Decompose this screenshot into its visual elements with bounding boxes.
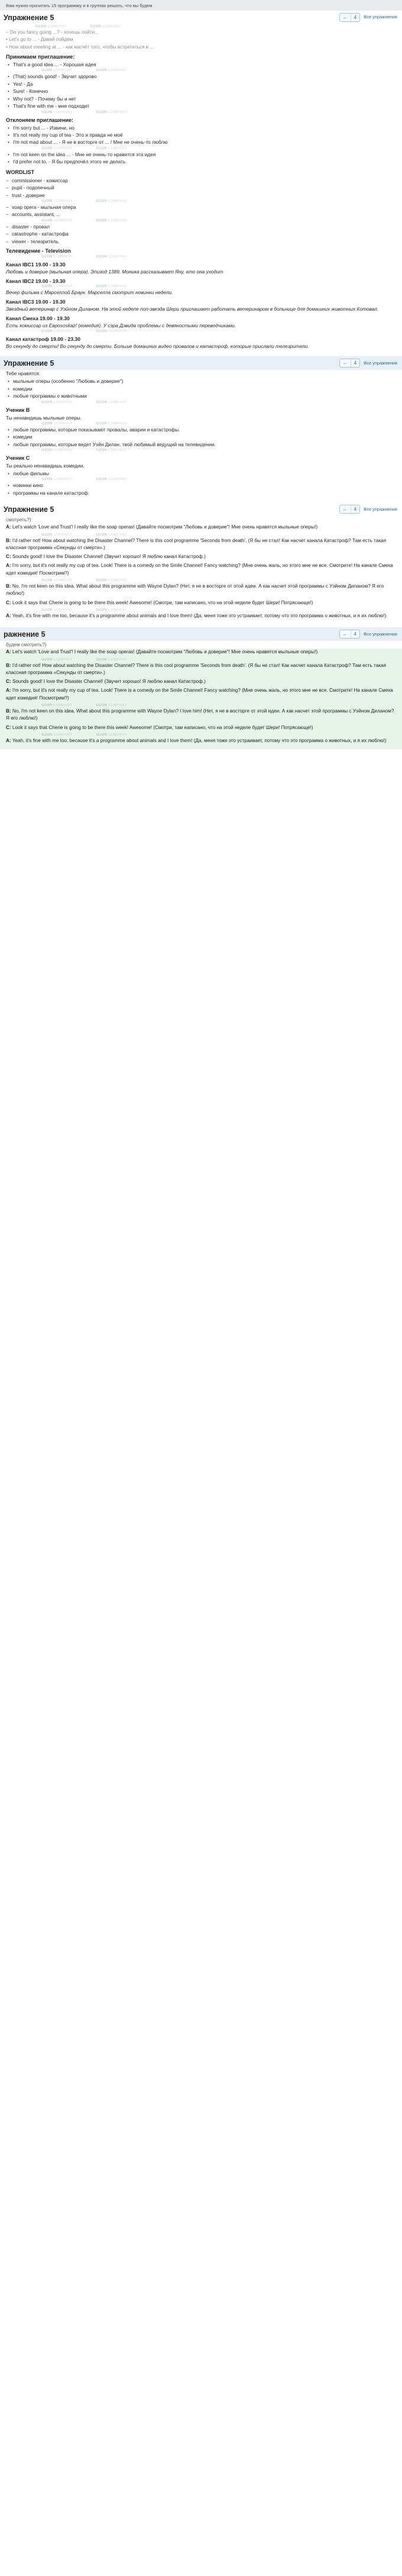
list-item: • программы на канале катастроф [6,489,396,496]
list-item: • I'm not keen on the idea ... - Мне не очень-то нравится эта идея [6,151,396,158]
watermark: OZON COMPANY [41,146,73,150]
dialogue-line [6,737,396,744]
student-b-label: Ученик B [6,407,30,413]
prev-arrow-icon[interactable]: ← [340,359,351,367]
page-title-exercise-5-mid: Упражнение 5 [4,359,54,367]
prev-arrow-icon[interactable]: ← [340,505,351,513]
list-item: • Sure! - Конечно [6,88,396,95]
page-title-exercise-5-bottom: ражнение 5 [4,630,46,639]
all-exercises-link-transcript[interactable]: Все упражнения [364,506,397,512]
dialogue-line [6,724,396,731]
dialogue-line [6,583,396,598]
watermark: OZON COMPANY [96,733,128,737]
header-controls-mid [339,359,397,367]
dialogue-line [6,708,396,723]
watermark: OZON COMPANY [96,69,128,73]
header-controls-bottom [339,630,397,639]
pagination-control-mid[interactable] [339,359,360,367]
list-item: – accounts, assistant, ... [6,211,396,218]
student-b-prompt: Ты ненавидишь мыльные оперы. [6,414,82,421]
watermark: OZON COMPANY [41,199,73,204]
watermark: OZON COMPANY [96,657,128,662]
channel-body: Звездный ветеринар с Уэйном Диланом. На этой неделе поп-звезда Шери приглашает работать ветеринаром в больнице для домашних животных Котовал. [6,306,379,312]
list-item: – trust - доверие [6,192,396,199]
speaker-label: B: [6,537,11,543]
fade-line: – Do you fancy going ...? - хочешь пойти... [6,30,99,35]
list-item: • любые программы о животными [6,392,396,399]
list-item: • That's fine with me - мне подходит [6,102,396,109]
partial-line: смотреть?) [6,517,31,523]
watermark: OZON COMPANY [41,69,73,73]
watermark: OZON COMPANY [41,285,73,289]
dialogue-line [6,678,396,685]
list-item: – disaster - провал [6,223,396,230]
dialogue-text: Look it says that Cherie is going to be there this week! Awesome! (Смотри, там написано, что на этой неделе будет Шери! Потрясающе!) [12,724,313,730]
dialogue-line [6,649,396,656]
dialogue-line [6,612,396,620]
exercise-header-transcript [0,502,402,516]
watermark: OZON COMPANY [41,478,73,482]
watermark: OZON COMPANY [96,218,128,223]
prev-arrow-icon[interactable]: ← [340,630,351,638]
list-item: – commissioner - комиссар [6,177,396,184]
header-controls-top [339,13,397,22]
list-item: • любые программы, которые показывают провалы, аварии и катастрофы. [6,426,396,433]
header-controls-transcript [339,505,397,514]
student-a-prompt: Тебе нравятся: [6,370,40,377]
list-item: • Why not? - Почему бы и нет [6,95,396,102]
speaker-label: A: [6,524,11,530]
exercise-header-mid [0,356,402,370]
speaker-label: A: [6,612,11,618]
fade-line: • Let's go to ... - Давай пойдем [6,37,73,43]
page-number[interactable]: 4 [354,507,357,512]
decline-invitation-heading: Отклоняем приглашение: [6,117,74,123]
watermark: OZON COMPANY [41,448,73,452]
list-item: • It's not really my cup of tea - Это и правда не моё [6,131,396,138]
channel-title: Канал IBC3 19.00 - 19.30 [6,299,66,305]
transcript-body [0,516,402,620]
speaker-label: B: [6,662,11,668]
watermark: OZON COMPANY [41,608,73,612]
partial-line: будем смотреть?) [6,641,47,648]
channel-title: Канал катастроф 19.00 - 23.30 [6,336,81,343]
speaker-label: B: [6,708,11,714]
speaker-label: C: [6,599,11,605]
list-item: • That's a good idea ... - Хорошая идея [6,61,396,68]
all-exercises-link-top[interactable]: Все упражнения [364,14,397,20]
watermark: OZON COMPANY [41,400,73,404]
channel-body: Вечер фильма с Марселлой Браун. Марселла смотрит новинки недели. [6,289,173,296]
page-number[interactable]: 4 [354,360,357,366]
list-item: – catastrophe - катастрофа [6,230,396,237]
page-title-exercise-5-transcript: Упражнение 5 [4,505,54,514]
dialogue-line [6,687,396,702]
wordlist-heading: WORDLIST [6,169,34,175]
all-exercises-link-bottom[interactable]: Все упражнения [364,631,397,637]
exercise-header-top [0,11,402,24]
speaker-label: B: [6,583,11,589]
watermark: OZON COMPANY [96,255,128,259]
speaker-label: A: [6,563,11,569]
list-item: – soap opera - мыльная опера [6,204,396,211]
dialogue-line [6,562,396,577]
dialogue-text: No, I'm not keen on this idea. What about this programme with Wayne Dylan? (Нет, я не в восторге от этой идеи. А как насчет этой программы с Уэйном Диланом? Я его люблю!) [6,583,384,597]
dialogue-text: I'd rather not! How about watching the Disaster Channel? There is this cool programme 'Seconds from death'. (Я бы не стал! Как насчет канала Катастроф? Там есть такая классная программа «Секунды от смерти».) [6,662,387,675]
watermark: OZON COMPANY [41,579,73,583]
watermark: OZON COMPANY [96,608,128,612]
watermark: OZON COMPANY [41,704,73,708]
watermark: OZON COMPANY [41,657,73,662]
pagination-control-transcript[interactable] [339,505,360,514]
dialogue-text: Let's watch 'Love and Trust'! I really like the soap operas! (Давайте посмотрим "Любовь и доверие"! Мне очень нравятся мыльные оперы!) [12,524,318,530]
dialogue-line [6,553,396,560]
dialogue-text: Sounds good! I love the Disaster Channel! (Звучит хорошо! Я люблю канал Катастроф.) [12,554,206,560]
exercise5-mid-body [0,370,402,496]
watermark: OZON COMPANY [35,25,67,28]
channel-title: Канал IBC1 19.00 - 19.30 [6,262,66,268]
pagination-control-top[interactable] [339,13,360,22]
list-item: • любые программы, которые ведет Уэйн Дилан, твой любимый ведущий на телевидении. [6,441,396,448]
dialogue-line [6,662,396,677]
channel-title: Канал Смеха 19.00 - 19.30 [6,315,70,322]
watermark: OZON COMPANY [96,421,128,425]
dialogue-text: I'm sorry, but it's not really my cup of tea. Look! There is a comedy on the Smile Channel! Fancy watching? (Мне очень жаль, но этого мне не все. Смотрите! На канале Смеха идет комедия! Посмотрим?) [6,688,393,701]
watermark: OZON COMPANY [96,478,128,482]
list-item: • Yes! - Да [6,80,396,88]
watermark: OZON COMPANY [41,330,73,334]
dialogue-line [6,599,396,607]
watermark: OZON COMPANY [96,146,128,150]
page-title-exercise-5-top: Упражнение 5 [4,13,54,22]
dialogue-text: Let's watch 'Love and Trust'! I really like the soap operas! (Давайте посмотрим "Любовь и доверие"! Мне очень нравятся мыльные оперы!) [12,649,318,655]
watermark: OZON COMPANY [41,110,73,114]
accept-invitation-heading: Принимаем приглашение: [6,53,75,60]
watermark: OZON COMPANY [41,733,73,737]
list-item: • комедии [6,433,396,440]
watermark: OZON COMPANY [96,533,128,537]
channel-body: Любовь и доверие (мыльная опера). Эпизод 1389. Моника рассказывает Яну, кто она уходит [6,269,223,275]
watermark: OZON COMPANY [96,400,128,404]
exercise5-top-body [0,29,402,350]
watermark: OZON COMPANY [41,421,73,425]
dialogue-text: I'd rather not! How about watching the Disaster Channel? There is this cool programme 'Seconds from death'. (Я бы не стал! Как насчет канала Катастроф? Там есть такая классная программа «Секунды от смерти».) [6,537,387,550]
page-number[interactable]: 4 [354,15,357,20]
list-item: – viewer - телезритель [6,238,396,245]
speaker-label: A: [6,649,11,655]
watermark: OZON COMPANY [96,110,128,114]
speaker-label: C: [6,724,11,730]
list-item: • I'd prefer not to. - Я бы предпочёл этого не делать [6,158,396,165]
dialogue-text: No, I'm not keen on this idea. What about this programme with Wayne Dylan? I love him! (Нет, я не в восторге от этой идеи. А как насчет этой программы с Уэйном Диланом? Я его люблю!) [6,708,394,721]
exercise-header-bottom [0,627,402,641]
speaker-label: C: [6,554,11,560]
list-item: • комедии [6,385,396,392]
watermark: OZON COMPANY [96,285,128,289]
dialogue-text: Yeah, it's fine with me too, because it's a programme about animals and I love them! (Да, меня тоже это устраивает, потому что это программа о животных, и я их люблю!) [12,612,387,618]
dialogue-text: I'm sorry, but it's not really my cup of tea. Look! There is a comedy on the Smile Channel! Fancy watching? (Мне очень жаль, но этого мне не все. Смотрите! На канале Смеха идет комедия! Посмотрим?) [6,563,393,576]
watermark: OZON COMPANY [96,330,128,334]
dialogue-line [6,524,396,531]
channel-body: Есть комиссар из Еврososkaz! (комедия). У сэра Дэвида проблемы с девяностыми переводчиками. [6,323,236,329]
dialogue-text: Sounds good! I love the Disaster Channel! (Звучит хорошо! Я люблю канал Катастроф.) [12,679,206,685]
list-item: • любые фильмы [6,470,396,477]
dialogue-text: Look it says that Cherie is going to be there this week! Awesome! (Смотри, там написано, что на этой неделе будет Шери! Потрясающе!) [12,599,313,605]
highlighted-transcript-section [0,649,402,749]
speaker-label: A: [6,688,11,694]
watermark: OZON COMPANY [41,255,73,259]
list-item: • I'm not mad about ... - Я не в восторге от ... / Мне не очень-то люблю [6,138,396,146]
prev-arrow-icon[interactable]: ← [340,14,351,21]
page-root [0,0,402,749]
list-item: • I'm sorry but ... - Извини, но [6,124,396,131]
watermark: OZON COMPANY [90,25,122,28]
bottom-partial [0,641,402,648]
watermark: OZON COMPANY [96,448,128,452]
watermark: OZON COMPANY [41,218,73,223]
list-item: – pupil - подопечный [6,184,396,191]
page-number[interactable]: 4 [354,631,357,637]
speaker-label: A: [6,737,11,743]
watermark: OZON COMPANY [96,579,128,583]
television-heading: Телевидение - Television [6,248,71,254]
student-c-prompt: Ты реально ненавидишь комедии. [6,462,85,469]
top-banner: Вам нужно прочитать 15 программку и в группах решать, что вы будем [0,0,402,11]
all-exercises-link-mid[interactable]: Все упражнения [364,360,397,366]
dialogue-line [6,537,396,552]
student-c-label: Ученик C [6,454,30,461]
watermark: OZON COMPANY [96,199,128,204]
fade-line: • How about meeting at ... - как насчёт того, чтобы встретиться в ... [6,44,154,50]
watermark: OZON COMPANY [96,704,128,708]
pagination-control-bottom[interactable] [339,630,360,639]
list-item: • новинки кино [6,482,396,489]
list-item: • (That) sounds good! - Звучит здорово [6,73,396,80]
speaker-label: C: [6,679,11,685]
watermark-row [0,25,402,28]
channel-body: Во секунду до смерти! Во секунду до смерти. Больше домашних видео провалов и катастроф, которые прислали телезрители. [6,343,309,350]
list-item: • мыльные оперы (особенно "Любовь и доверие") [6,378,396,385]
dialogue-text: Yeah, it's fine with me too, because it's a programme about animals and I love them! (Да, меня тоже это устраивает, потому что это программа о животных, и я их люблю!) [12,737,387,743]
channel-title: Канал IBC2 19.00 - 19.30 [6,278,66,285]
watermark: OZON COMPANY [41,533,73,537]
